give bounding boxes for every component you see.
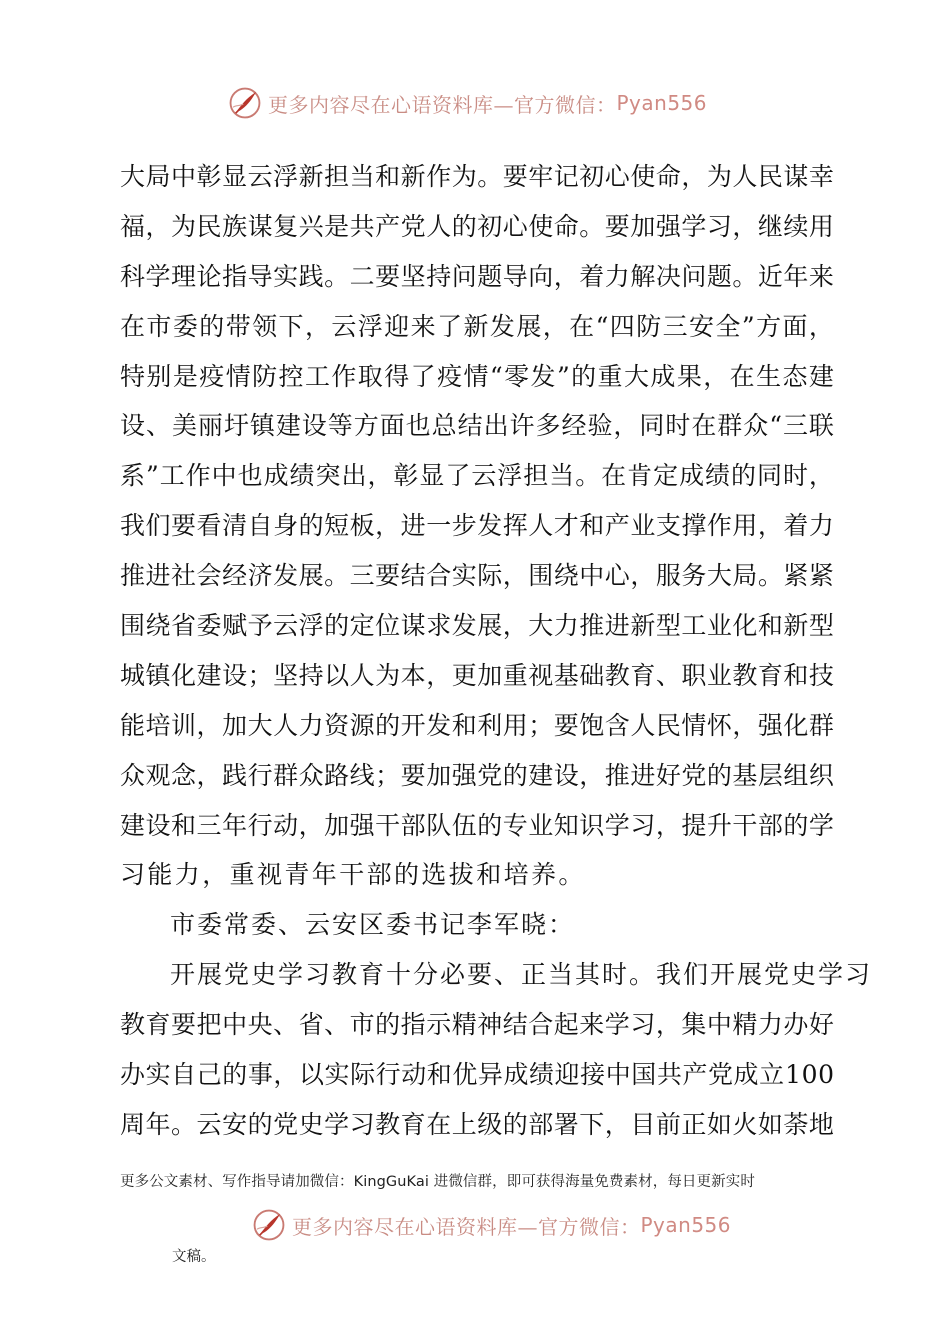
text-line: 周 年 。 云 安 的 党 史 学 习 教 育 在 上 级 的 部 署 下 ， 目 前 正 如 火 如 荼 地 bbox=[120, 1109, 834, 1139]
text-line: 开展党史学习教育十分必要、正当其时。我们开展党史学习 bbox=[170, 960, 873, 990]
text-line: 设 、 美 丽 圩 镇 建 设 等 方 面 也 总 结 出 许 多 经 验 ， 同 时 在 群 众 “ 三 联 bbox=[120, 411, 834, 441]
watermark-top bbox=[228, 86, 707, 120]
document-body bbox=[120, 152, 873, 1150]
watermark-text: 更多内容尽在心语资料库—官方微信： bbox=[292, 1214, 641, 1239]
text-line: 教 育 要 把 中 央 、 省 、 市 的 指 示 精 神 结 合 起 来 学 习 ， 集 中 精 力 办 好 bbox=[120, 1010, 834, 1040]
text-line: 能 培 训 ， 加 大 人 力 资 源 的 开 发 和 利 用 ； 要 饱 含 人 民 情 怀 ， 强 化 群 bbox=[120, 710, 834, 740]
watermark-id: Pyan556 bbox=[640, 1213, 732, 1237]
text-line: 大 局 中 彰 显 云 浮 新 担 当 和 新 作 为 。 要 牢 记 初 心 使 命 ， 为 人 民 谋 幸 bbox=[120, 162, 834, 191]
footer-note-tail: 文稿。 bbox=[172, 1249, 216, 1265]
text-line: 围 绕 省 委 赋 予 云 浮 的 定 位 谋 求 发 展 ， 大 力 推 进 新 型 工 业 化 和 新 型 bbox=[120, 611, 834, 641]
text-line: 在 市 委 的 带 领 下 ， 云 浮 迎 来 了 新 发 展 ， 在 “ 四 防 三 安 全 ” 方 面 ， bbox=[120, 311, 834, 341]
text-line: 习能力，重视青年干部的选拔和培养。 bbox=[120, 860, 586, 890]
watermark-id: Pyan556 bbox=[616, 91, 708, 115]
text-line: 办 实 自 己 的 事 ， 以 实 际 行 动 和 优 异 成 绩 迎 接 中 国 共 产 党 成 立 1 0 0 bbox=[120, 1060, 834, 1090]
text-line: 特 别 是 疫 情 防 控 工 作 取 得 了 疫 情 “ 零 发 ” 的 重 大 成 果 ， 在 生 态 建 bbox=[120, 361, 834, 391]
text-line: 福 ， 为 民 族 谋 复 兴 是 共 产 党 人 的 初 心 使 命 。 要 加 强 学 习 ， 继 续 用 bbox=[120, 211, 834, 241]
text-line: 城 镇 化 建 设 ； 坚 持 以 人 为 本 ， 更 加 重 视 基 础 教 育 、 职 业 教 育 和 技 bbox=[120, 660, 834, 690]
quill-logo-icon bbox=[252, 1208, 286, 1242]
text-line: 科 学 理 论 指 导 实 践 。 二 要 坚 持 问 题 导 向 ， 着 力 解 决 问 题 。 近 年 来 bbox=[120, 261, 834, 291]
text-line: 建 设 和 三 年 行 动 ， 加 强 干 部 队 伍 的 专 业 知 识 学 习 ， 提 升 干 部 的 学 bbox=[120, 810, 834, 840]
quill-logo-icon bbox=[228, 86, 262, 120]
watermark-bottom bbox=[252, 1208, 731, 1242]
watermark-text: 更多内容尽在心语资料库—官方微信： bbox=[268, 92, 617, 117]
text-line: 推 进 社 会 经 济 发 展 。 三 要 结 合 实 际 ， 围 绕 中 心 ， 服 务 大 局 。 紧 紧 bbox=[120, 561, 834, 591]
text-line: 我 们 要 看 清 自 身 的 短 板 ， 进 一 步 发 挥 人 才 和 产 业 支 撑 作 用 ， 着 力 bbox=[120, 511, 834, 541]
footer-note: 更多公文素材、写作指导请加微信：KingGuKai 进微信群，即可获得海量免费素材，每日更新实时 bbox=[120, 1174, 755, 1190]
speaker-heading: 市委常委、云安区委书记李军晓： bbox=[170, 910, 576, 940]
text-line: 系 ” 工 作 中 也 成 绩 突 出 ， 彰 显 了 云 浮 担 当 。 在 肯 定 成 绩 的 同 时 ， bbox=[120, 461, 834, 491]
text-line: 众 观 念 ， 践 行 群 众 路 线 ； 要 加 强 党 的 建 设 ， 推 进 好 党 的 基 层 组 织 bbox=[120, 760, 834, 790]
